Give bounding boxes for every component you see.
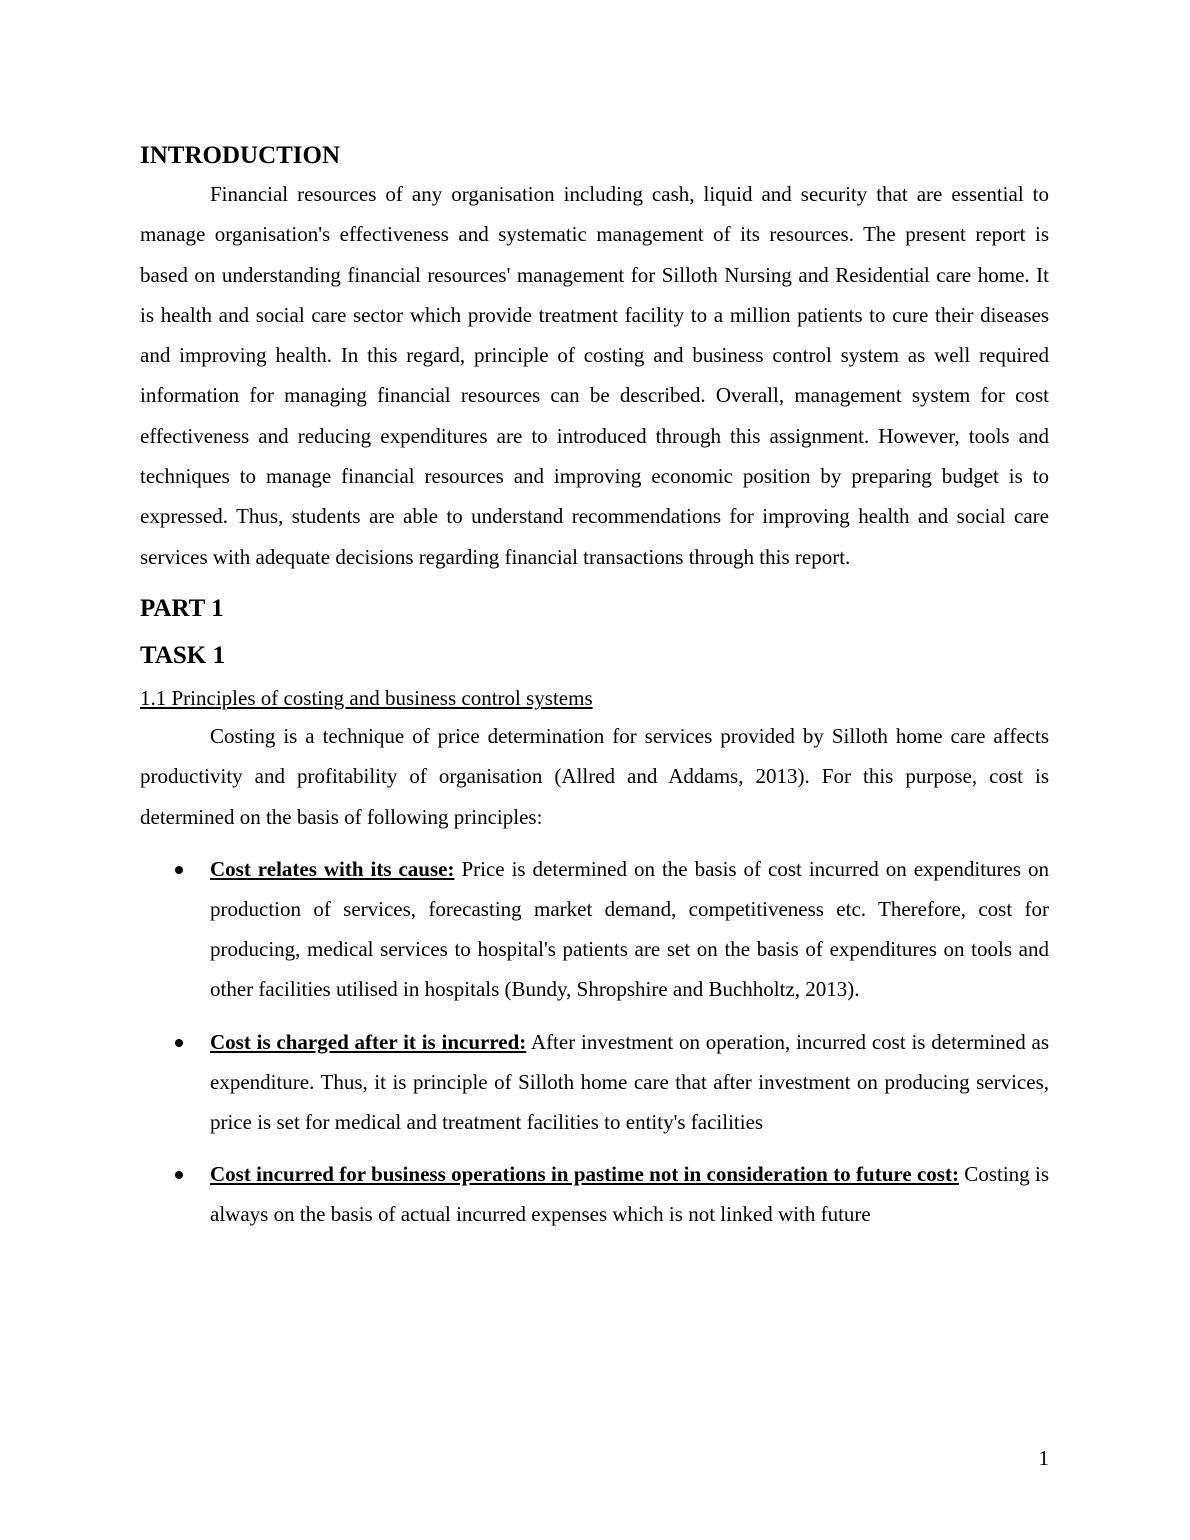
- bullet-title: Cost incurred for business operations in pastime not in consideration to future cost:: [210, 1162, 959, 1187]
- principles-list: [140, 849, 1049, 1235]
- list-item: [140, 1022, 1049, 1143]
- bullet-icon: [175, 1039, 183, 1047]
- introduction-paragraph: Financial resources of any organisation including cash, liquid and security that are essential to manage organisation's effectiveness and systematic management of its resources. The present report is based on understanding financial resources' management for Silloth Nursing and Residential care home. It is health and social care sector which provide treatment facility to a million patients to cure their diseases and improving health. In this regard, principle of costing and business control system as well required information for managing financial resources can be described. Overall, management system for cost effectiveness and reducing expenditures are to introduced through this assignment. However, tools and techniques to manage financial resources and improving economic position by preparing budget is to expressed. Thus, students are able to understand recommendations for improving health and social care services with adequate decisions regarding financial transactions through this report.: [140, 182, 1049, 569]
- part-heading: PART 1: [140, 594, 224, 622]
- task-heading: TASK 1: [140, 641, 225, 669]
- bullet-text: After investment on operation, incurred cost is determined as expenditure. Thus, it is principle of Silloth home care that after investment on producing services, price is set for medical and treatment facilities to entity's facilities: [210, 1029, 1049, 1135]
- document-page: [140, 138, 1049, 1247]
- list-item: [140, 849, 1049, 1010]
- page-number: 1: [1038, 1446, 1049, 1470]
- costing-paragraph: Costing is a technique of price determination for services provided by Silloth home care affects productivity and profitability of organisation (Allred and Addams, 2013). For this purpose, cost is determined on the basis of following principles:: [140, 723, 1049, 829]
- bullet-text: Costing is always on the basis of actual incurred expenses which is not linked with future: [210, 1162, 1050, 1227]
- bullet-title: Cost relates with its cause:: [210, 856, 455, 881]
- bullet-text: Price is determined on the basis of cost incurred on expenditures on production of services, forecasting market demand, competitiveness etc. Therefore, cost for producing, medical services to hospital's patients are set on the basis of expenditures on tools and other facilities utilised in hospitals (Bundy, Shropshire and Buchholtz, 2013).: [210, 856, 1049, 1002]
- introduction-heading: INTRODUCTION: [140, 142, 341, 169]
- bullet-icon: [175, 1171, 183, 1179]
- list-item: [140, 1154, 1049, 1234]
- section-subheading: 1.1 Principles of costing and business control systems: [140, 685, 593, 710]
- bullet-title: Cost is charged after it is incurred:: [210, 1029, 527, 1054]
- bullet-icon: [175, 866, 183, 874]
